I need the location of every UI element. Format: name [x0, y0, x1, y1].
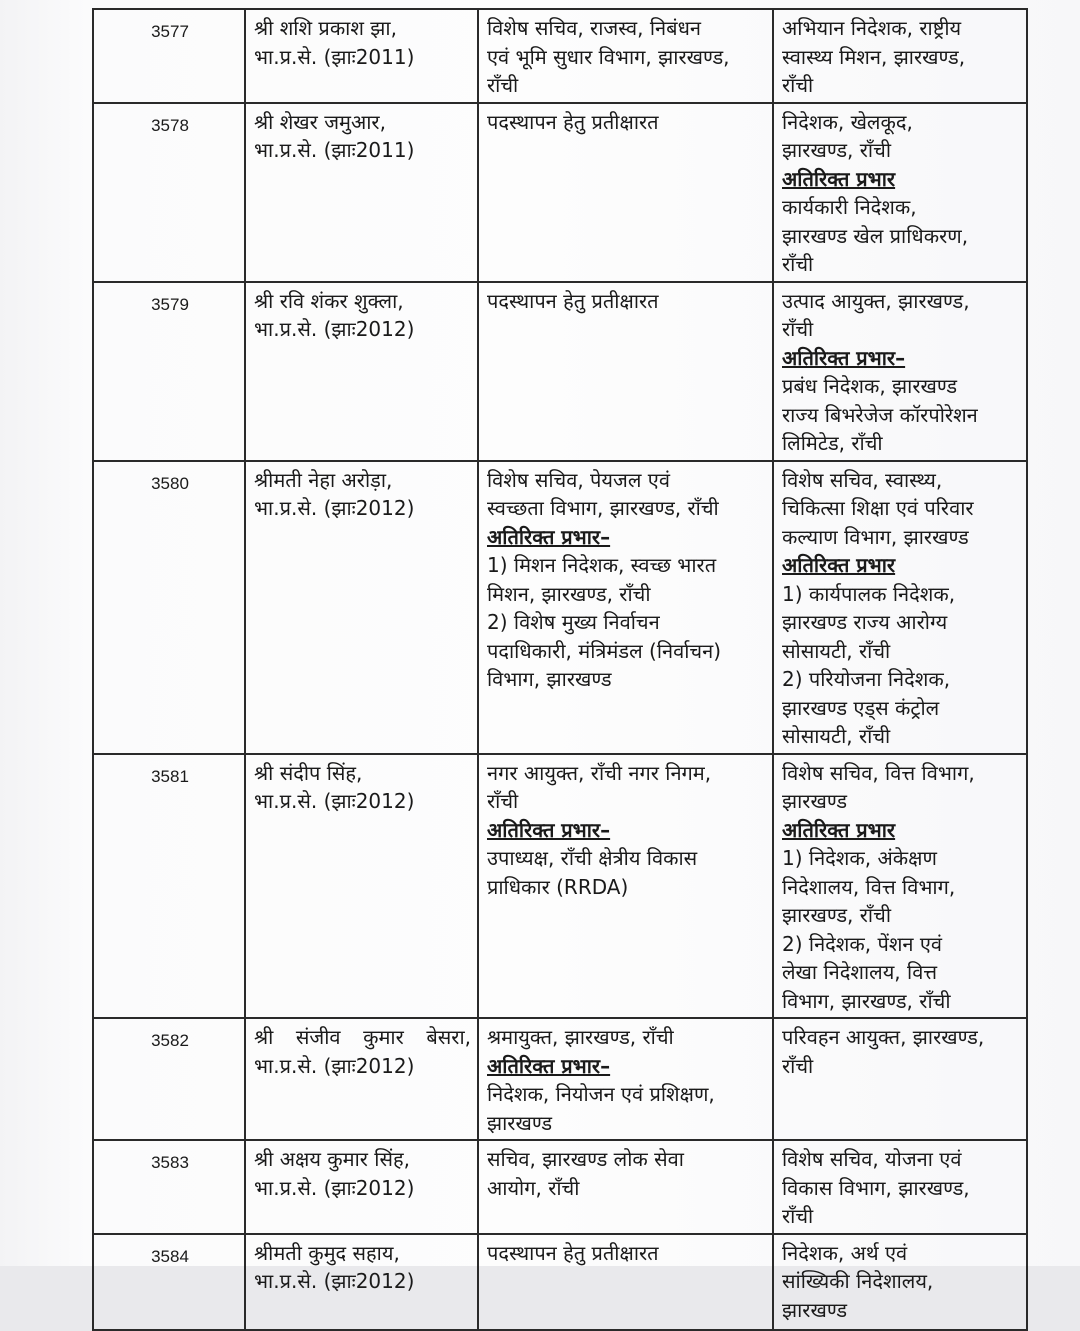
new-posting-line: झारखण्ड खेल प्राधिकरण,: [782, 223, 969, 248]
current-post-line: स्वच्छता विभाग, झारखण्ड, राँची: [487, 496, 719, 520]
new-posting-line: राँची: [782, 1204, 814, 1228]
serial-number-cell: 3581: [93, 754, 245, 1019]
officer-name: श्री अक्षय कुमार सिंह,: [254, 1147, 410, 1171]
officer-service-batch: भा.प्र.से. (झाः2012): [254, 317, 415, 341]
current-post-cell: [478, 461, 773, 754]
current-post-line: मिशन, झारखण्ड, राँची: [487, 581, 651, 606]
current-post-line: 1) मिशन निदेशक, स्वच्छ भारत: [487, 553, 717, 577]
new-posting-line: परिवहन आयुक्त, झारखण्ड,: [782, 1025, 985, 1049]
current-post-line: पदस्थापन हेतु प्रतीक्षारत: [487, 288, 659, 313]
new-posting-line: निदेशक, अर्थ एवं: [782, 1240, 908, 1265]
current-post-cell: [478, 754, 773, 1019]
officer-service-batch: भा.प्र.से. (झाः2012): [254, 1053, 415, 1078]
current-post-line: आयोग, राँची: [487, 1175, 580, 1200]
officer-name-cell: [245, 9, 478, 103]
current-post-line: सचिव, झारखण्ड लोक सेवा: [487, 1147, 684, 1171]
additional-charge-heading: अतिरिक्त प्रभार: [782, 166, 896, 191]
current-post-line: विशेष सचिव, राजस्व, निबंधन: [487, 16, 701, 40]
new-posting-line: निदेशक, खेलकूद,: [782, 109, 913, 134]
table-row: [93, 9, 1027, 103]
table-row: [93, 461, 1027, 754]
serial-number-cell: 3580: [93, 461, 245, 754]
table-row: [93, 1140, 1027, 1234]
table-row: [93, 1234, 1027, 1330]
officer-name-cell: [245, 461, 478, 754]
new-posting-line: झारखण्ड, राँची: [782, 138, 891, 162]
current-post-cell: [478, 103, 773, 282]
additional-charge-heading: अतिरिक्त प्रभार–: [782, 345, 906, 370]
additional-charge-heading: अतिरिक्त प्रभार–: [487, 524, 611, 549]
new-posting-line: विशेष सचिव, योजना एवं: [782, 1147, 962, 1171]
new-posting-line: विभाग, झारखण्ड, राँची: [782, 988, 951, 1013]
new-posting-line: उत्पाद आयुक्त, झारखण्ड,: [782, 288, 970, 313]
new-posting-line: सांख्यिकी निदेशालय,: [782, 1269, 934, 1293]
new-posting-line: कल्याण विभाग, झारखण्ड: [782, 524, 969, 549]
officer-name-cell: [245, 103, 478, 282]
table-row: [93, 754, 1027, 1019]
new-posting-cell: [773, 103, 1027, 282]
officer-name: श्रीमती कुमुद सहाय,: [254, 1240, 400, 1265]
table-row: [93, 1018, 1027, 1140]
new-posting-cell: [773, 282, 1027, 461]
serial-number-cell: 3583: [93, 1140, 245, 1234]
current-post-line: प्राधिकार (RRDA): [487, 874, 629, 899]
officer-name: श्री शशि प्रकाश झा,: [254, 16, 397, 40]
new-posting-line: 2) परियोजना निदेशक,: [782, 667, 951, 691]
officer-service-batch: भा.प्र.से. (झाः2012): [254, 789, 415, 813]
serial-number-cell: 3579: [93, 282, 245, 461]
new-posting-cell: [773, 1018, 1027, 1140]
additional-charge-heading: अतिरिक्त प्रभार: [782, 817, 896, 842]
current-post-line: नगर आयुक्त, राँची नगर निगम,: [487, 760, 712, 785]
new-posting-line: झारखण्ड: [782, 789, 848, 813]
new-posting-line: निदेशालय, वित्त विभाग,: [782, 874, 956, 899]
officer-name: श्री रवि शंकर शुक्ला,: [254, 288, 404, 313]
serial-number-cell: 3578: [93, 103, 245, 282]
new-posting-line: स्वास्थ्य मिशन, झारखण्ड,: [782, 44, 966, 69]
current-post-cell: [478, 1140, 773, 1234]
officer-name: श्री शेखर जमुआर,: [254, 109, 386, 134]
current-post-line: श्रमायुक्त, झारखण्ड, राँची: [487, 1025, 674, 1049]
officer-name-cell: [245, 1140, 478, 1234]
officer-name: श्रीमती नेहा अरोड़ा,: [254, 467, 393, 492]
new-posting-line: सोसायटी, राँची: [782, 638, 891, 663]
new-posting-cell: [773, 1140, 1027, 1234]
new-posting-line: प्रबंध निदेशक, झारखण्ड: [782, 374, 958, 398]
new-posting-line: अभियान निदेशक, राष्ट्रीय: [782, 16, 962, 40]
officer-service-batch: भा.प्र.से. (झाः2012): [254, 1269, 415, 1293]
serial-number-cell: 3582: [93, 1018, 245, 1140]
new-posting-line: झारखण्ड: [782, 1297, 848, 1322]
new-posting-line: कार्यकारी निदेशक,: [782, 195, 917, 219]
current-post-line: पदस्थापन हेतु प्रतीक्षारत: [487, 109, 659, 134]
new-posting-line: झारखण्ड एड्स कंट्रोल: [782, 695, 940, 720]
current-post-line: पदस्थापन हेतु प्रतीक्षारत: [487, 1240, 659, 1265]
serial-number-cell: 3577: [93, 9, 245, 103]
officer-service-batch: भा.प्र.से. (झाः2012): [254, 1175, 415, 1200]
current-post-line: उपाध्यक्ष, राँची क्षेत्रीय विकास: [487, 846, 698, 870]
current-post-line: पदाधिकारी, मंत्रिमंडल (निर्वाचन): [487, 638, 721, 663]
new-posting-line: लेखा निदेशालय, वित्त: [782, 960, 938, 984]
current-post-line: विभाग, झारखण्ड: [487, 667, 612, 691]
new-posting-line: विशेष सचिव, स्वास्थ्य,: [782, 467, 943, 492]
new-posting-line: झारखण्ड राज्य आरोग्य: [782, 610, 948, 634]
current-post-cell: [478, 9, 773, 103]
new-posting-line: विशेष सचिव, वित्त विभाग,: [782, 760, 975, 785]
new-posting-line: विकास विभाग, झारखण्ड,: [782, 1175, 970, 1200]
current-post-line: निदेशक, नियोजन एवं प्रशिक्षण,: [487, 1082, 715, 1106]
current-post-cell: [478, 1018, 773, 1140]
officer-service-batch: भा.प्र.से. (झाः2011): [254, 138, 415, 162]
new-posting-line: राँची: [782, 1053, 814, 1078]
new-posting-line: राँची: [782, 317, 814, 341]
officer-name-cell: [245, 282, 478, 461]
serial-number-cell: 3584: [93, 1234, 245, 1330]
current-post-line: झारखण्ड: [487, 1110, 553, 1135]
officer-service-batch: भा.प्र.से. (झाः2012): [254, 496, 415, 520]
new-posting-cell: [773, 754, 1027, 1019]
new-posting-line: 1) निदेशक, अंकेक्षण: [782, 846, 937, 870]
new-posting-line: 1) कार्यपालक निदेशक,: [782, 581, 956, 606]
new-posting-cell: [773, 461, 1027, 754]
current-post-cell: [478, 282, 773, 461]
officer-name: श्री संजीव कुमार बेसरा,: [254, 1025, 471, 1049]
new-posting-line: राँची: [782, 252, 814, 276]
current-post-line: राँची: [487, 73, 519, 97]
new-posting-line: झारखण्ड, राँची: [782, 903, 891, 927]
officer-name-cell: [245, 754, 478, 1019]
new-posting-cell: [773, 9, 1027, 103]
officer-name-cell: [245, 1018, 478, 1140]
current-post-cell: [478, 1234, 773, 1330]
new-posting-line: चिकित्सा शिक्षा एवं परिवार: [782, 496, 974, 520]
additional-charge-heading: अतिरिक्त प्रभार: [782, 553, 896, 577]
current-post-line: 2) विशेष मुख्य निर्वाचन: [487, 610, 660, 634]
new-posting-line: लिमिटेड, राँची: [782, 431, 883, 455]
table-body: [93, 9, 1027, 1330]
new-posting-line: सोसायटी, राँची: [782, 724, 891, 748]
officer-name-cell: [245, 1234, 478, 1330]
additional-charge-heading: अतिरिक्त प्रभार–: [487, 1053, 611, 1078]
new-posting-line: राँची: [782, 73, 814, 97]
transfer-posting-table: [92, 8, 1028, 1331]
table-row: [93, 282, 1027, 461]
current-post-line: विशेष सचिव, पेयजल एवं: [487, 467, 670, 492]
officer-name: श्री संदीप सिंह,: [254, 760, 363, 785]
new-posting-line: राज्य बिभरेजेज कॉरपोरेशन: [782, 402, 978, 427]
additional-charge-heading: अतिरिक्त प्रभार–: [487, 817, 611, 842]
table-row: [93, 103, 1027, 282]
current-post-line: एवं भूमि सुधार विभाग, झारखण्ड,: [487, 44, 730, 69]
current-post-line: राँची: [487, 789, 519, 813]
new-posting-cell: [773, 1234, 1027, 1330]
new-posting-line: 2) निदेशक, पेंशन एवं: [782, 931, 943, 956]
officer-service-batch: भा.प्र.से. (झाः2011): [254, 44, 415, 69]
